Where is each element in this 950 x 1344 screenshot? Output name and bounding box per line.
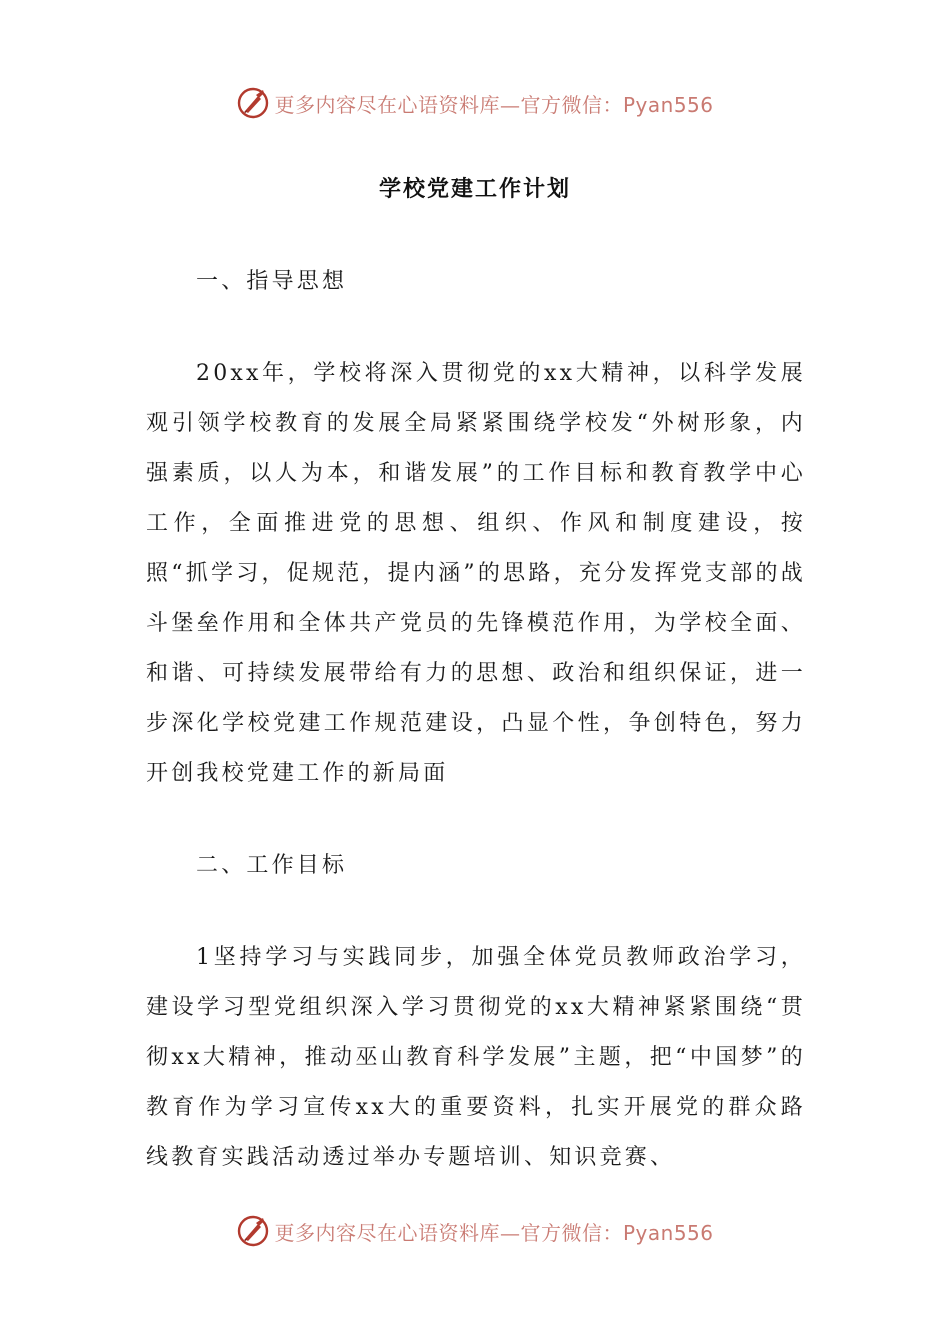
watermark-text: 更多内容尽在心语资料库—官方微信： [274, 92, 623, 117]
watermark-wechat-id: Pyan556 [622, 92, 714, 117]
watermark-text: 更多内容尽在心语资料库—官方微信： [274, 1220, 623, 1245]
section-paragraph-guiding-ideology: 20xx年，学校将深入贯彻党的xx大精神，以科学发展观引领学校教育的发展全局紧紧围绕学校发“外树形象，内强素质，以人为本，和谐发展”的工作目标和教育教学中心工作，全面推进党的思想、组织、作风和制度建设，按照“抓学习，促规范，提内涵”的思路，充分发挥党支部的战斗堡垒作用和全体共产党员的先锋模范作用，为学校全面、和谐、可持续发展带给有力的思想、政治和组织保证，进一步深化学校党建工作规范建设，凸显个性，争创特色，努力开创我校党建工作的新局面 [146, 361, 806, 786]
footer-watermark [0, 1211, 950, 1251]
section-heading-guiding-ideology: 一、指导思想 [196, 269, 348, 294]
document-title: 学校党建工作计划 [378, 176, 571, 202]
pen-nib-logo-icon [236, 1214, 270, 1248]
section-paragraph-work-goals: 1坚持学习与实践同步，加强全体党员教师政治学习，建设学习型党组织深入学习贯彻党的xx大精神紧紧围绕“贯彻xx大精神，推动巫山教育科学发展”主题，把“中国梦”的教育作为学习宣传xx大的重要资料，扎实开展党的群众路线教育实践活动透过举办专题培训、知识竞赛、 [146, 945, 806, 1170]
watermark-wechat-id: Pyan556 [622, 1220, 714, 1245]
header-watermark [0, 83, 950, 123]
pen-nib-logo-icon [236, 86, 270, 120]
section-heading-work-goals: 二、工作目标 [196, 853, 348, 878]
